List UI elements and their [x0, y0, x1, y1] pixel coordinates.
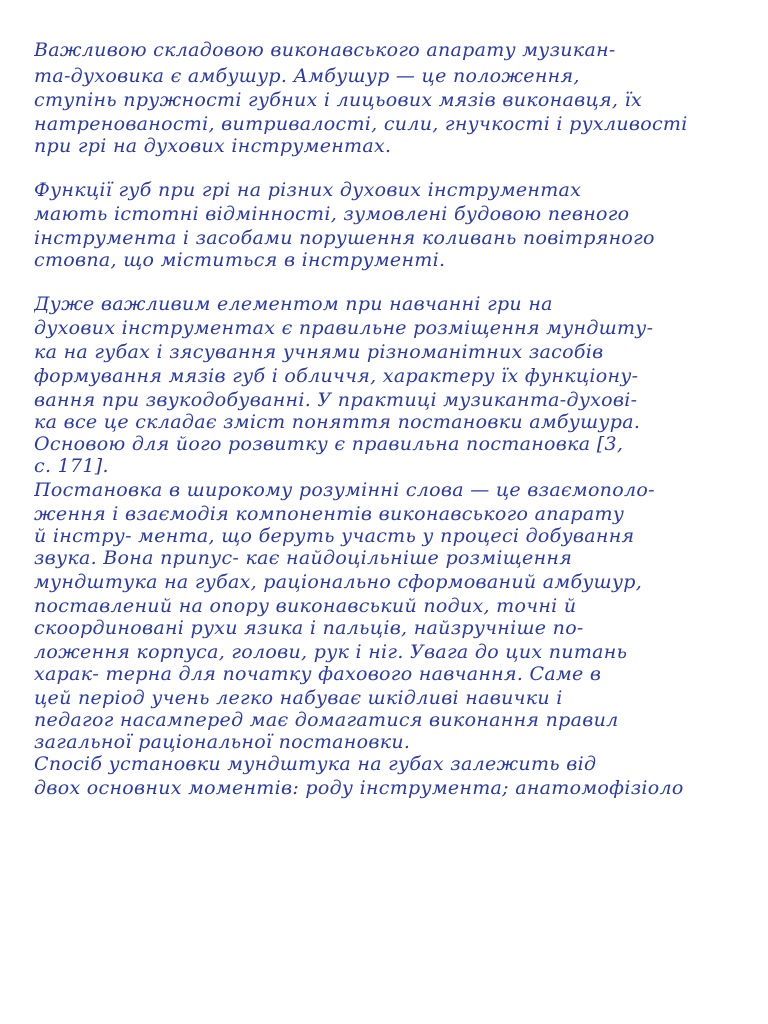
text-line: й інстру- мента, що беруть участь у процесі добування — [34, 525, 635, 547]
text-line: та-духовика є амбушур. Амбушур — це положення, — [34, 65, 580, 87]
text-line: духових інструментах є правильне розміщення мундшту- — [34, 317, 654, 339]
text-line: стовпа, що міститься в інструменті. — [34, 249, 446, 271]
text-line: поставлений на опору виконавський подих, точні й — [34, 595, 577, 617]
text-line: формування мязів губ і обличчя, характеру їх функціону- — [34, 365, 639, 387]
text-line: ложення корпуса, голови, рук і ніг. Увага до цих питань — [34, 641, 628, 663]
text-line: педагог насамперед має домагатися виконання правил — [34, 709, 619, 731]
text-line: скоординовані рухи язика і пальців, найзручніше по- — [34, 617, 584, 639]
text-line: мають істотні відмінності, зумовлені будовою певного — [34, 203, 630, 225]
text-line: вання при звукодобуванні. У практиці музиканта-духові- — [34, 389, 638, 411]
text-line: ження і взаємодія компонентів виконавського апарату — [34, 503, 625, 525]
text-line: двох основних моментів: роду інструмента; анатомофізіоло — [34, 777, 684, 799]
text-line: Дуже важливим елементом при навчанні гри на — [34, 293, 553, 315]
text-line: Постановка в широкому розумінні слова — це взаємополо- — [34, 479, 655, 501]
text-line: Спосіб установки мундштука на губах залежить від — [34, 753, 597, 775]
text-line: ка все це складає зміст поняття постановки амбушура. — [34, 411, 641, 433]
text-line: мундштука на губах, раціонально сформований амбушур, — [34, 571, 643, 593]
text-line: інструмента і засобами порушення коливань повітряного — [34, 227, 655, 249]
text-line: харак- терна для початку фахового навчання. Саме в — [34, 663, 602, 685]
text-line: звука. Вона припус- кає найдоцільніше розміщення — [34, 547, 573, 569]
text-line: цей період учень легко набуває шкідливі навички і — [34, 687, 563, 709]
text-line: ка на губах і зясування учнями різноманітних засобів — [34, 341, 604, 363]
text-line: натренованості, витривалості, сили, гнучкості і рухливості — [34, 113, 688, 135]
text-line: Важливою складовою виконавського апарату музикан- — [34, 39, 616, 61]
text-line: загальної раціональної постановки. — [34, 731, 411, 753]
text-line: с. 171]. — [34, 455, 109, 477]
text-line: Основою для його розвитку є правильна постановка [3, — [34, 433, 624, 455]
text-line: при грі на духових інструментах. — [34, 135, 392, 157]
text-line: ступінь пружності губних і лицьових мязів виконавця, їх — [34, 89, 642, 111]
text-line: Функції губ при грі на різних духових інструментах — [34, 179, 582, 201]
